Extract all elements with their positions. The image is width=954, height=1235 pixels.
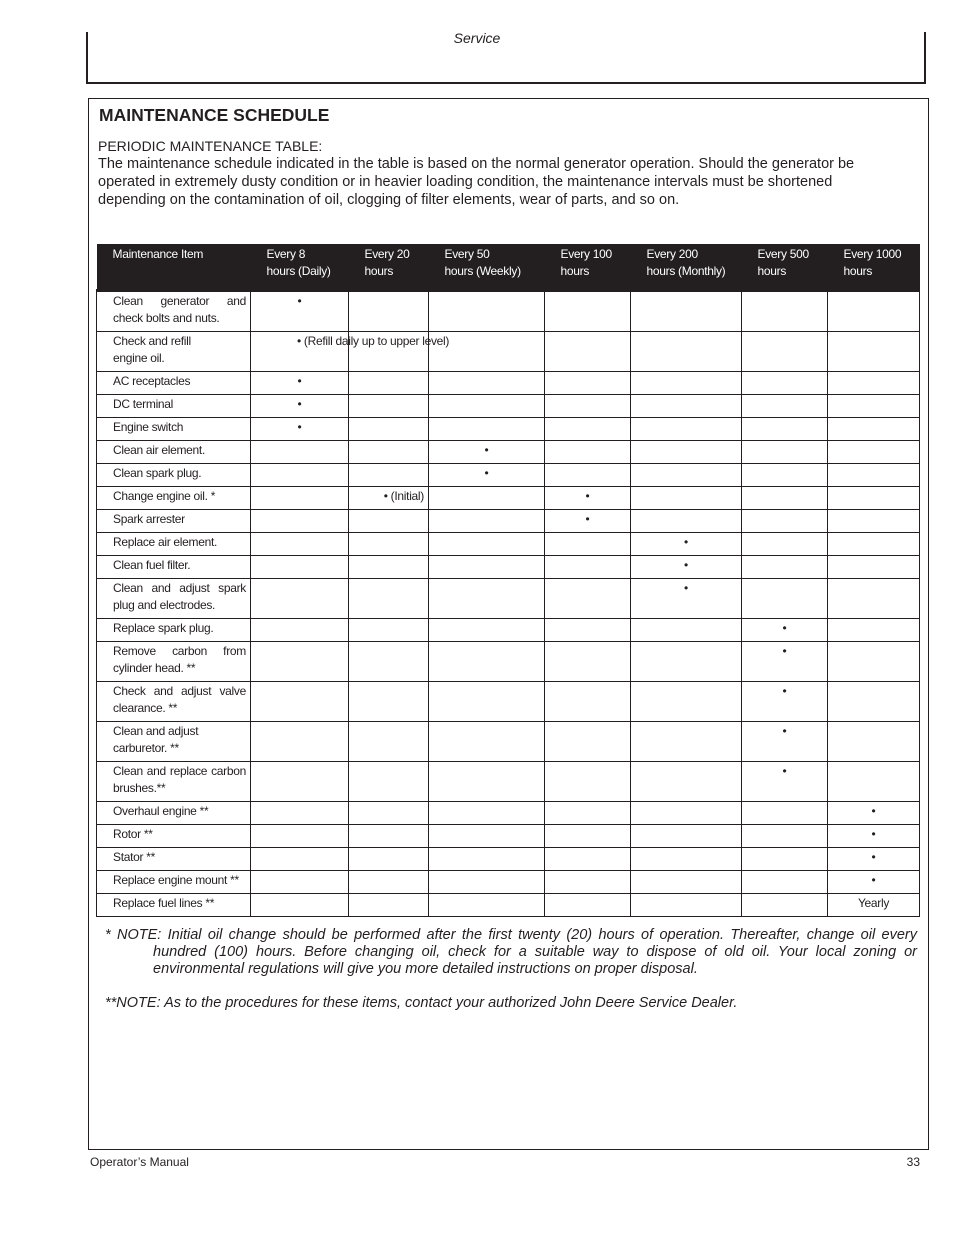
schedule-mark bbox=[349, 825, 429, 848]
maintenance-item-line: Replace fuel lines ** bbox=[113, 896, 215, 910]
column-header bbox=[631, 244, 742, 291]
maintenance-item-line: carburetor. ** bbox=[113, 741, 179, 755]
column-header bbox=[742, 244, 828, 291]
schedule-mark bbox=[429, 825, 545, 848]
page-number: 33 bbox=[906, 1155, 920, 1169]
schedule-mark: • bbox=[828, 871, 920, 894]
schedule-mark bbox=[349, 619, 429, 642]
schedule-mark bbox=[545, 556, 631, 579]
schedule-mark bbox=[631, 291, 742, 332]
maintenance-item bbox=[97, 533, 251, 556]
maintenance-item-line: plug and electrodes. bbox=[113, 598, 216, 612]
maintenance-item bbox=[97, 418, 251, 441]
schedule-mark bbox=[742, 825, 828, 848]
column-header-line: Every 1000 bbox=[843, 247, 902, 261]
schedule-mark: • bbox=[251, 395, 349, 418]
maintenance-item-line: engine oil. bbox=[113, 351, 165, 365]
column-header-line: hours bbox=[843, 264, 873, 278]
schedule-mark bbox=[742, 464, 828, 487]
schedule-mark bbox=[251, 464, 349, 487]
column-header-line: Every 50 bbox=[444, 247, 490, 261]
schedule-mark bbox=[742, 533, 828, 556]
schedule-mark bbox=[429, 722, 545, 762]
table-header-row bbox=[97, 244, 920, 291]
schedule-mark bbox=[545, 722, 631, 762]
schedule-mark: • bbox=[742, 642, 828, 682]
maintenance-item-line: Clean and adjust bbox=[113, 724, 199, 738]
table-row bbox=[97, 441, 920, 464]
maintenance-item bbox=[97, 682, 251, 722]
schedule-mark bbox=[429, 642, 545, 682]
table-body bbox=[97, 291, 920, 917]
maintenance-item bbox=[97, 291, 251, 332]
table-row bbox=[97, 464, 920, 487]
maintenance-item-line: Clean spark plug. bbox=[113, 466, 202, 480]
maintenance-item bbox=[97, 825, 251, 848]
schedule-mark bbox=[631, 848, 742, 871]
schedule-mark bbox=[251, 619, 349, 642]
maintenance-item-line: Replace air element. bbox=[113, 535, 218, 549]
schedule-mark: • bbox=[545, 487, 631, 510]
column-header bbox=[429, 244, 545, 291]
schedule-mark bbox=[631, 510, 742, 533]
schedule-mark bbox=[251, 762, 349, 802]
maintenance-item-line: Clean and replace carbon bbox=[113, 764, 246, 778]
table-subtitle: PERIODIC MAINTENANCE TABLE: bbox=[98, 138, 323, 154]
schedule-mark bbox=[251, 441, 349, 464]
schedule-mark bbox=[631, 487, 742, 510]
column-header-line: hours (Weekly) bbox=[444, 264, 521, 278]
table-row bbox=[97, 487, 920, 510]
maintenance-item-line: Check and adjust valve bbox=[113, 684, 246, 698]
schedule-mark bbox=[631, 722, 742, 762]
schedule-mark bbox=[742, 291, 828, 332]
schedule-mark bbox=[742, 871, 828, 894]
schedule-mark: • bbox=[545, 510, 631, 533]
maintenance-item bbox=[97, 332, 251, 372]
column-header bbox=[251, 244, 349, 291]
schedule-mark bbox=[545, 848, 631, 871]
schedule-mark bbox=[631, 464, 742, 487]
schedule-mark bbox=[349, 510, 429, 533]
maintenance-item-line: AC receptacles bbox=[113, 374, 191, 388]
maintenance-item-line: Clean fuel filter. bbox=[113, 558, 191, 572]
schedule-mark bbox=[251, 487, 349, 510]
maintenance-item-line: Replace spark plug. bbox=[113, 621, 214, 635]
schedule-mark: • bbox=[742, 722, 828, 762]
schedule-mark bbox=[429, 894, 545, 917]
schedule-mark bbox=[828, 533, 920, 556]
table-row bbox=[97, 642, 920, 682]
schedule-mark: • bbox=[429, 441, 545, 464]
schedule-mark bbox=[828, 762, 920, 802]
maintenance-item bbox=[97, 802, 251, 825]
schedule-mark bbox=[742, 894, 828, 917]
maintenance-item-line: Clean generator and bbox=[113, 294, 246, 308]
schedule-mark bbox=[545, 825, 631, 848]
table-row bbox=[97, 556, 920, 579]
schedule-mark bbox=[349, 802, 429, 825]
schedule-mark bbox=[349, 441, 429, 464]
column-header-line: hours (Daily) bbox=[266, 264, 331, 278]
maintenance-item-line: Remove carbon from bbox=[113, 644, 246, 658]
schedule-mark bbox=[349, 395, 429, 418]
maintenance-item-line: Change engine oil. * bbox=[113, 489, 216, 503]
table-row bbox=[97, 802, 920, 825]
maintenance-item bbox=[97, 871, 251, 894]
schedule-mark bbox=[742, 848, 828, 871]
schedule-mark bbox=[349, 533, 429, 556]
schedule-mark bbox=[349, 418, 429, 441]
schedule-mark: • (Refill daily up to upper level) bbox=[251, 332, 349, 372]
schedule-mark bbox=[545, 619, 631, 642]
schedule-mark bbox=[429, 418, 545, 441]
schedule-mark bbox=[545, 332, 631, 372]
schedule-mark bbox=[429, 871, 545, 894]
maintenance-item bbox=[97, 510, 251, 533]
schedule-mark bbox=[631, 619, 742, 642]
table-row bbox=[97, 510, 920, 533]
schedule-mark bbox=[429, 579, 545, 619]
schedule-mark bbox=[251, 848, 349, 871]
schedule-mark bbox=[828, 579, 920, 619]
column-header-line: hours bbox=[364, 264, 394, 278]
schedule-mark bbox=[349, 848, 429, 871]
schedule-mark bbox=[251, 825, 349, 848]
schedule-mark bbox=[545, 871, 631, 894]
schedule-mark bbox=[251, 894, 349, 917]
schedule-mark bbox=[631, 441, 742, 464]
schedule-mark bbox=[349, 722, 429, 762]
maintenance-item bbox=[97, 395, 251, 418]
section-title: MAINTENANCE SCHEDULE bbox=[99, 105, 330, 125]
schedule-mark bbox=[545, 894, 631, 917]
schedule-mark bbox=[545, 762, 631, 802]
schedule-mark bbox=[742, 372, 828, 395]
schedule-mark bbox=[631, 395, 742, 418]
table-row bbox=[97, 871, 920, 894]
table-row bbox=[97, 825, 920, 848]
schedule-mark bbox=[545, 579, 631, 619]
schedule-mark bbox=[429, 510, 545, 533]
schedule-mark bbox=[429, 372, 545, 395]
schedule-mark bbox=[429, 556, 545, 579]
maintenance-item-line: Check and refill bbox=[113, 334, 191, 348]
column-header-line: Maintenance Item bbox=[112, 247, 204, 261]
schedule-mark bbox=[828, 722, 920, 762]
maintenance-item bbox=[97, 372, 251, 395]
maintenance-item-line: Clean and adjust spark bbox=[113, 581, 246, 595]
schedule-mark bbox=[251, 802, 349, 825]
schedule-mark bbox=[828, 372, 920, 395]
schedule-mark bbox=[545, 441, 631, 464]
schedule-mark bbox=[545, 802, 631, 825]
intro-paragraph: The maintenance schedule indicated in the table is based on the normal generator operation. Should the generator be operated in extremely dusty condition or in heavier loading condition, the maintenance intervals must be shortened depending on the contamination of oil, clogging of filter elements, wear of parts, and so on. bbox=[98, 156, 855, 208]
maintenance-item-line: Replace engine mount ** bbox=[113, 873, 239, 887]
schedule-mark bbox=[631, 762, 742, 802]
schedule-mark: • bbox=[251, 291, 349, 332]
column-header-line: Every 20 bbox=[364, 247, 410, 261]
schedule-mark bbox=[742, 802, 828, 825]
schedule-mark bbox=[429, 762, 545, 802]
table-row bbox=[97, 619, 920, 642]
table-row bbox=[97, 762, 920, 802]
schedule-mark bbox=[828, 395, 920, 418]
schedule-mark bbox=[429, 682, 545, 722]
table-row bbox=[97, 395, 920, 418]
schedule-mark: • bbox=[828, 802, 920, 825]
schedule-mark bbox=[742, 441, 828, 464]
schedule-mark bbox=[545, 395, 631, 418]
schedule-mark bbox=[349, 464, 429, 487]
column-header-line: Every 200 bbox=[646, 247, 698, 261]
column-header-line: hours bbox=[757, 264, 787, 278]
table-row bbox=[97, 332, 920, 372]
schedule-mark bbox=[742, 556, 828, 579]
page-section-title: Service bbox=[453, 30, 501, 46]
schedule-mark bbox=[545, 372, 631, 395]
table-row bbox=[97, 533, 920, 556]
table-row bbox=[97, 579, 920, 619]
schedule-mark bbox=[631, 682, 742, 722]
maintenance-item-line: clearance. ** bbox=[113, 701, 178, 715]
schedule-mark bbox=[742, 510, 828, 533]
maintenance-item-line: Overhaul engine ** bbox=[113, 804, 209, 818]
maintenance-item bbox=[97, 441, 251, 464]
table-row bbox=[97, 848, 920, 871]
schedule-mark bbox=[251, 510, 349, 533]
maintenance-item bbox=[97, 642, 251, 682]
schedule-mark: • bbox=[429, 464, 545, 487]
schedule-mark: • bbox=[828, 825, 920, 848]
note-oil-change: * NOTE: Initial oil change should be performed after the first twenty (20) hours of operation. Thereafter, change oil every hundred (100) hours. Before changing oil, check for a suitable way to dispose of old oil. Your local zoning or environmental regulations will give you more detailed instructions on proper disposal. bbox=[105, 927, 917, 977]
table-row bbox=[97, 418, 920, 441]
schedule-mark bbox=[429, 802, 545, 825]
schedule-mark bbox=[631, 825, 742, 848]
maintenance-item-line: Stator ** bbox=[113, 850, 155, 864]
schedule-mark bbox=[828, 441, 920, 464]
maintenance-item bbox=[97, 894, 251, 917]
schedule-mark bbox=[429, 619, 545, 642]
maintenance-table bbox=[96, 244, 920, 917]
schedule-mark bbox=[545, 533, 631, 556]
schedule-mark bbox=[545, 682, 631, 722]
schedule-mark: Yearly bbox=[828, 894, 920, 917]
maintenance-item bbox=[97, 464, 251, 487]
schedule-mark bbox=[828, 418, 920, 441]
maintenance-item-line: Rotor ** bbox=[113, 827, 153, 841]
maintenance-item-line: brushes.** bbox=[113, 781, 166, 795]
schedule-mark bbox=[828, 556, 920, 579]
schedule-mark: • (Initial) bbox=[349, 487, 429, 510]
maintenance-item bbox=[97, 848, 251, 871]
schedule-mark bbox=[828, 682, 920, 722]
schedule-mark bbox=[828, 332, 920, 372]
note-dealer: **NOTE: As to the procedures for these items, contact your authorized John Deere Service Dealer. bbox=[105, 995, 738, 1011]
maintenance-item-line: Engine switch bbox=[113, 420, 184, 434]
schedule-mark bbox=[545, 642, 631, 682]
schedule-mark bbox=[349, 762, 429, 802]
schedule-mark bbox=[828, 619, 920, 642]
schedule-mark: • bbox=[631, 579, 742, 619]
maintenance-item-line: DC terminal bbox=[113, 397, 174, 411]
schedule-mark bbox=[251, 871, 349, 894]
schedule-mark bbox=[545, 291, 631, 332]
schedule-mark: • bbox=[251, 372, 349, 395]
column-header-line: Every 8 bbox=[266, 247, 306, 261]
schedule-mark bbox=[742, 395, 828, 418]
schedule-mark bbox=[631, 871, 742, 894]
schedule-mark bbox=[742, 418, 828, 441]
schedule-mark bbox=[631, 372, 742, 395]
schedule-mark: • bbox=[742, 682, 828, 722]
schedule-mark bbox=[349, 642, 429, 682]
schedule-mark bbox=[251, 579, 349, 619]
schedule-mark bbox=[631, 332, 742, 372]
column-header bbox=[349, 244, 429, 291]
schedule-mark bbox=[429, 848, 545, 871]
schedule-mark bbox=[828, 642, 920, 682]
schedule-mark: • bbox=[631, 533, 742, 556]
maintenance-item bbox=[97, 487, 251, 510]
schedule-mark bbox=[349, 556, 429, 579]
maintenance-item bbox=[97, 579, 251, 619]
maintenance-item bbox=[97, 722, 251, 762]
schedule-mark bbox=[251, 682, 349, 722]
schedule-mark bbox=[251, 533, 349, 556]
schedule-mark bbox=[828, 464, 920, 487]
schedule-mark bbox=[429, 395, 545, 418]
table-row bbox=[97, 291, 920, 332]
schedule-mark bbox=[631, 418, 742, 441]
schedule-mark bbox=[251, 556, 349, 579]
maintenance-item bbox=[97, 762, 251, 802]
schedule-mark: • bbox=[631, 556, 742, 579]
maintenance-item-line: Spark arrester bbox=[113, 512, 185, 526]
maintenance-item-line: cylinder head. ** bbox=[113, 661, 196, 675]
schedule-mark bbox=[429, 291, 545, 332]
schedule-mark bbox=[631, 642, 742, 682]
column-header bbox=[545, 244, 631, 291]
schedule-mark bbox=[429, 487, 545, 510]
table-row bbox=[97, 682, 920, 722]
schedule-mark bbox=[545, 464, 631, 487]
column-header bbox=[828, 244, 920, 291]
maintenance-item-line: check bolts and nuts. bbox=[113, 311, 220, 325]
schedule-mark bbox=[828, 487, 920, 510]
schedule-mark bbox=[349, 871, 429, 894]
schedule-mark bbox=[545, 418, 631, 441]
schedule-mark bbox=[349, 291, 429, 332]
table-row bbox=[97, 372, 920, 395]
schedule-mark: • bbox=[251, 418, 349, 441]
schedule-mark bbox=[742, 487, 828, 510]
maintenance-item-line: Clean air element. bbox=[113, 443, 205, 457]
schedule-mark bbox=[349, 682, 429, 722]
schedule-mark bbox=[742, 579, 828, 619]
schedule-mark bbox=[828, 291, 920, 332]
schedule-mark: • bbox=[742, 762, 828, 802]
schedule-mark: • bbox=[828, 848, 920, 871]
table-row bbox=[97, 894, 920, 917]
maintenance-item bbox=[97, 619, 251, 642]
column-header-line: Every 500 bbox=[757, 247, 809, 261]
footer-manual-title: Operator’s Manual bbox=[90, 1155, 189, 1169]
schedule-mark bbox=[742, 332, 828, 372]
schedule-mark: • bbox=[742, 619, 828, 642]
schedule-mark bbox=[349, 372, 429, 395]
maintenance-item bbox=[97, 556, 251, 579]
schedule-mark bbox=[828, 510, 920, 533]
schedule-mark bbox=[349, 579, 429, 619]
column-header bbox=[97, 244, 251, 291]
column-header-line: Every 100 bbox=[560, 247, 612, 261]
schedule-mark bbox=[349, 894, 429, 917]
schedule-mark bbox=[251, 722, 349, 762]
schedule-mark bbox=[429, 533, 545, 556]
column-header-line bbox=[113, 263, 247, 280]
column-header-line: hours bbox=[560, 264, 590, 278]
column-header-line: hours (Monthly) bbox=[646, 264, 726, 278]
table-row bbox=[97, 722, 920, 762]
schedule-mark bbox=[631, 802, 742, 825]
schedule-mark bbox=[251, 642, 349, 682]
schedule-mark bbox=[631, 894, 742, 917]
